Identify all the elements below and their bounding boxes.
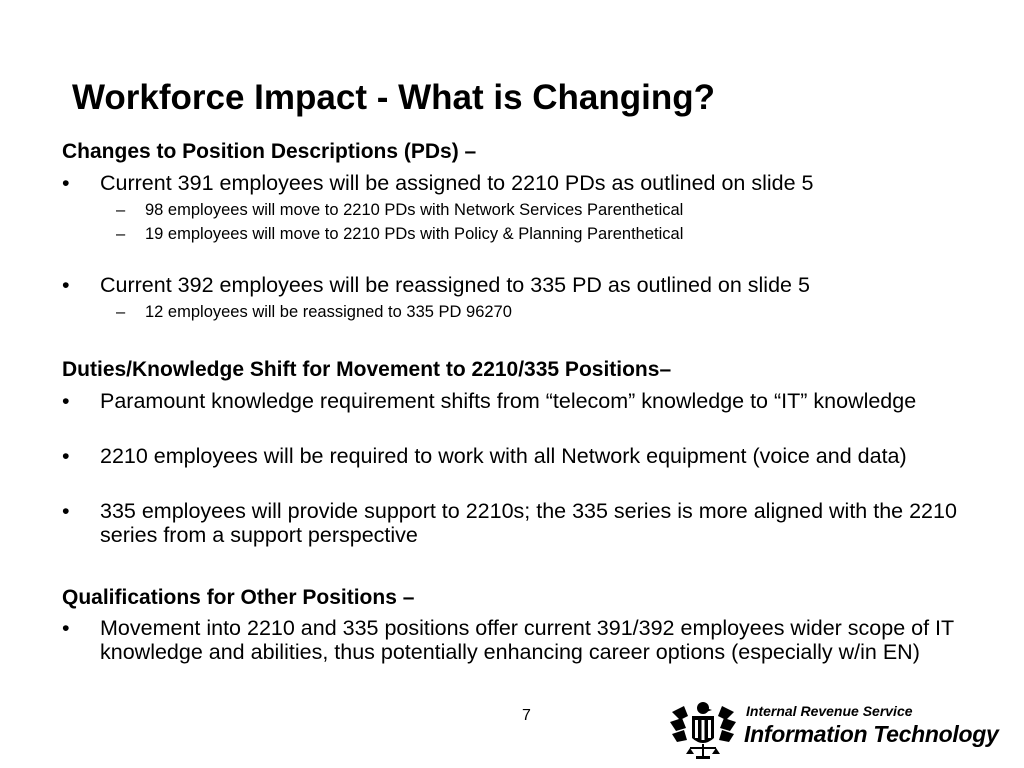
section-heading-duties-shift: Duties/Knowledge Shift for Movement to 2210/335 Positions– bbox=[62, 358, 672, 381]
bullet-marker: • bbox=[62, 389, 70, 413]
bullet-391-employees bbox=[62, 171, 972, 195]
bullet-marker: • bbox=[62, 616, 70, 640]
bullet-text: 2210 employees will be required to work with all Network equipment (voice and data) bbox=[100, 444, 907, 468]
page-number: 7 bbox=[522, 707, 531, 724]
sub-bullet-policy-planning bbox=[116, 223, 916, 245]
section-heading-qualifications: Qualifications for Other Positions – bbox=[62, 586, 415, 609]
bullet-marker: • bbox=[62, 499, 70, 523]
bullet-text: Current 392 employees will be reassigned to 335 PD as outlined on slide 5 bbox=[100, 273, 810, 297]
bullet-392-employees bbox=[62, 273, 972, 297]
bullet-text: Movement into 2210 and 335 positions offer current 391/392 employees wider scope of IT knowledge and abilities, thus potentially enhancing career options (especially w/in EN) bbox=[100, 616, 954, 664]
bullet-text: Paramount knowledge requirement shifts from “telecom” knowledge to “IT” knowledge bbox=[100, 389, 917, 413]
sub-bullet-text: 98 employees will move to 2210 PDs with Network Services Parenthetical bbox=[145, 201, 684, 219]
dash-marker: – bbox=[116, 201, 126, 219]
section-heading-pd-changes: Changes to Position Descriptions (PDs) – bbox=[62, 140, 477, 163]
logo-agency-name: Internal Revenue Service bbox=[746, 703, 913, 719]
sub-bullet-335-pd bbox=[116, 301, 916, 323]
bullet-335-support bbox=[62, 499, 972, 547]
bullet-marker: • bbox=[62, 273, 70, 297]
dash-marker: – bbox=[116, 303, 126, 321]
slide-title: Workforce Impact - What is Changing? bbox=[72, 78, 716, 117]
bullet-2210-network bbox=[62, 444, 972, 468]
bullet-knowledge-shift bbox=[62, 389, 972, 413]
bullet-marker: • bbox=[62, 444, 70, 468]
logo-division-name: Information Technology bbox=[744, 721, 999, 747]
irs-eagle-seal-icon bbox=[668, 698, 738, 760]
sub-bullet-text: 19 employees will move to 2210 PDs with Policy & Planning Parenthetical bbox=[145, 225, 684, 243]
sub-bullet-text: 12 employees will be reassigned to 335 PD 96270 bbox=[145, 303, 512, 321]
bullet-text: Current 391 employees will be assigned to 2210 PDs as outlined on slide 5 bbox=[100, 171, 814, 195]
bullet-marker: • bbox=[62, 171, 70, 195]
irs-it-logo bbox=[668, 698, 1008, 760]
dash-marker: – bbox=[116, 225, 126, 243]
bullet-career-options bbox=[62, 616, 972, 664]
bullet-text: 335 employees will provide support to 2210s; the 335 series is more aligned with the 2210 series from a support perspective bbox=[100, 499, 957, 547]
sub-bullet-network-services bbox=[116, 199, 916, 221]
